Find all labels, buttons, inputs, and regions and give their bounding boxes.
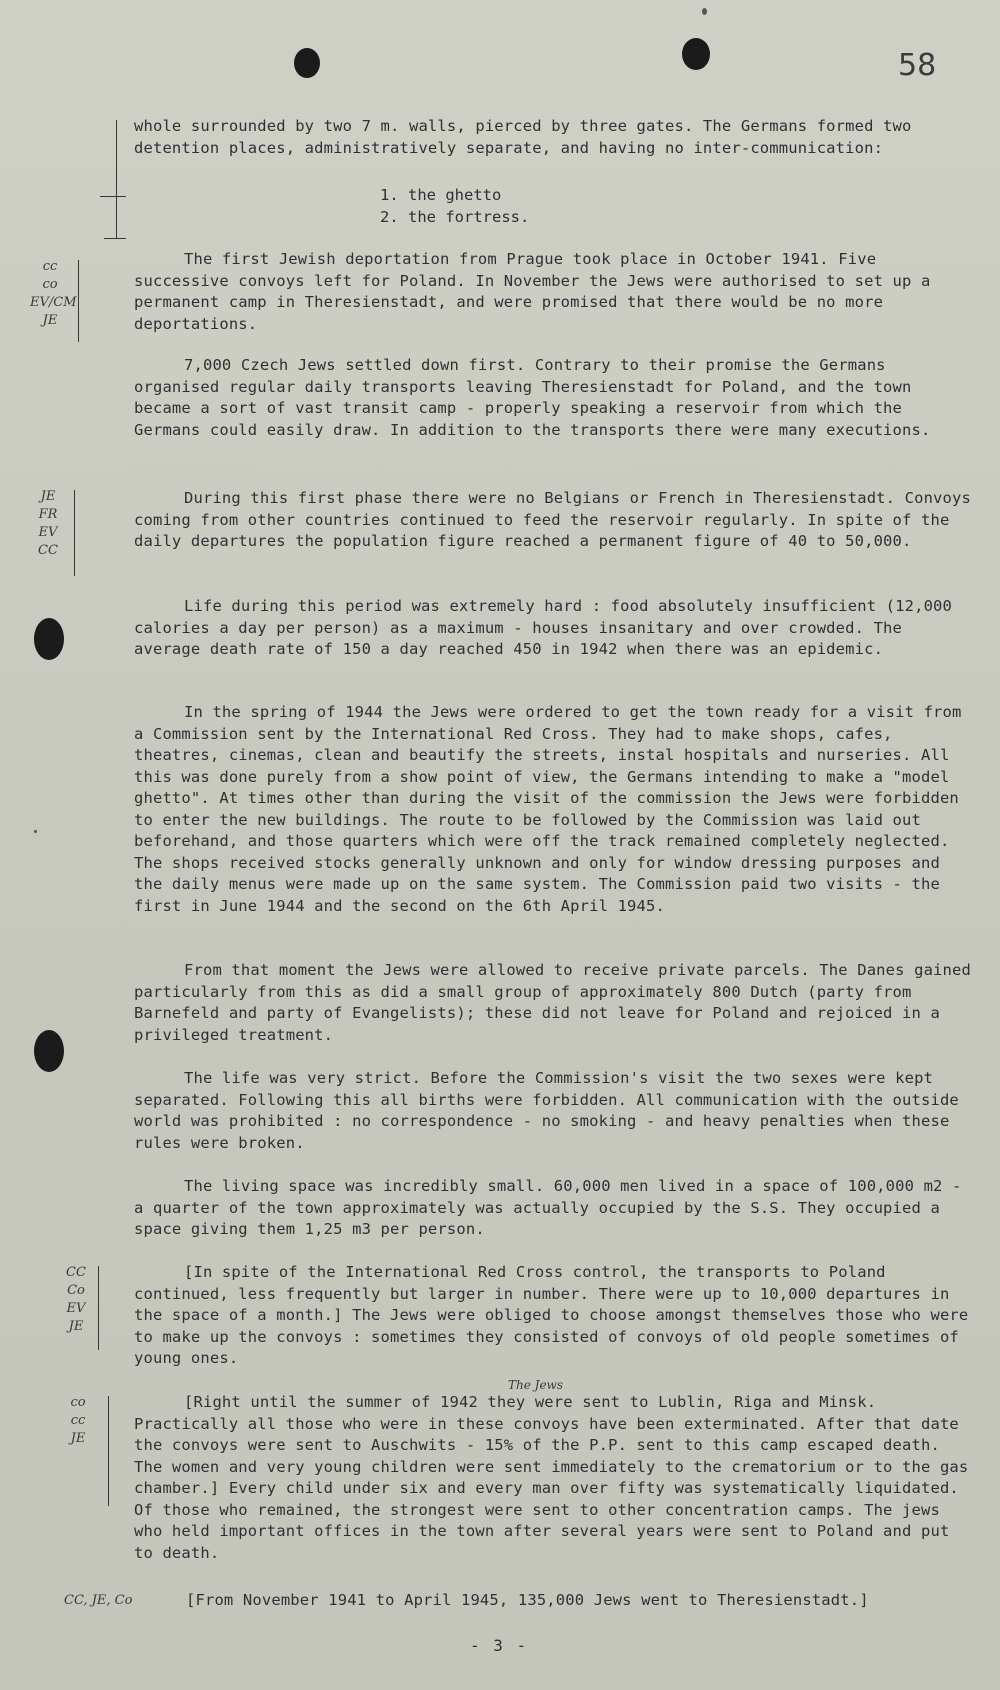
punch-hole-top-right [682,38,710,70]
paragraph-strict-life: The life was very strict. Before the Commission's visit the two sexes were kept separated. Following this all births were forbidden. All communication with the outside world was prohibited : no correspondence - no smoking - and heavy penalties when these rules were broken. [134,1069,959,1152]
margin-annotation: CC Co EV JE [66,1265,86,1334]
paragraph-red-cross: [In spite of the International Red Cross control, the transports to Poland continued, less frequently but larger in number. There were up to 10,000 departures in the space of a month.] The Jews were obliged to choose amongst themselves those who were to make up the convoys : sometimes they consisted of convoys of old people sometimes of young ones. [134,1263,969,1367]
margin-bracket [98,1266,99,1350]
margin-annotation: JE FR EV CC [38,489,58,558]
paragraph-life: Life during this period was extremely hard : food absolutely insufficient (12,000 calories a day per person) as a maximum - houses insanitary and over crowded. The average death rate of 150 a day reached 450 in 1942 when there was an epidemic. [134,597,953,658]
paragraph-deportation: The first Jewish deportation from Prague took place in October 1941. Five successive convoys left for Poland. In November the Jews were authorised to set up a permanent camp in Theresienstadt, and were promised that there would be no more deportations. [134,250,931,333]
punch-hole-left-upper [34,618,64,660]
margin-bracket [116,120,117,238]
intro-paragraph: whole surrounded by two 7 m. walls, pierced by three gates. The Germans formed two detention places, administratively separate, and having no inter-communication: [134,117,912,157]
handwritten-insert: The Jews [508,1378,563,1392]
paragraph-living-space: The living space was incredibly small. 60,000 men lived in a space of 100,000 m2 - a quarter of the town approximately was actually occupied by the S.S. They occupied a space giving them 1,25 m3 per person. [134,1177,962,1238]
page-footer: - 3 - [470,1636,529,1655]
bracket-tick [104,238,126,239]
speck [702,8,707,15]
speck [34,830,37,833]
punch-hole-left-lower [34,1030,64,1072]
punch-hole-top-left [294,48,320,78]
paragraph-czech-jews: 7,000 Czech Jews settled down first. Contrary to their promise the Germans organised regular daily transports leaving Theresienstadt for Poland, and the town became a sort of vast transit camp - properly speaking a reservoir from which the Germans could easily draw. In addition to the transports there were many executions. [134,356,931,439]
paragraph-total: [From November 1941 to April 1945, 135,000 Jews went to Theresienstadt.] [186,1591,869,1609]
bracket-tick [100,196,126,197]
paragraph-spring-1944: In the spring of 1944 the Jews were ordered to get the town ready for a visit from a Commission sent by the International Red Cross. They had to make shops, cafes, theatres, cinemas, clean and beautify the streets, instal hospitals and nurseries. All this was done purely from a show point of view, the Germans intending to make a "model ghetto". At times other than during the visit of the commission the Jews were forbidden to enter the new buildings. The route to be followed by the Commission was laid out beforehand, and those quarters which were off the track remained completely neglected. The shops received stocks generally unknown and only for window dressing purposes and the daily menus were made up on the same system. The Commission paid two visits - the first in June 1944 and the second on the 6th April 1945. [134,703,962,915]
margin-bracket [74,490,75,576]
detention-places-list [380,184,529,228]
paragraph-first-phase: During this first phase there were no Belgians or French in Theresienstadt. Convoys coming from other countries continued to feed the reservoir regularly. In spite of the daily departures the population figure reached a permanent figure of 40 to 50,000. [134,489,971,550]
paragraph-parcels: From that moment the Jews were allowed to receive private parcels. The Danes gained particularly from this as did a small group of approximately 800 Dutch (party from Barnefeld and party of Evangelists); these did not leave for Poland and rejoiced in a privileged treatment. [134,961,971,1044]
list-item: 1. the ghetto [380,186,502,204]
margin-annotation: co cc JE [70,1395,86,1446]
margin-bracket [78,260,79,342]
margin-annotation: CC, JE, Co [64,1593,133,1608]
page-number: 58 [898,48,937,83]
margin-bracket [108,1396,109,1506]
margin-annotation: cc co EV/CM JE [30,259,77,328]
list-item: 2. the fortress. [380,208,530,226]
paragraph-convoys: [Right until the summer of 1942 they were sent to Lublin, Riga and Minsk. Practically all those who were in these convoys have been exterminated. After that date the convoys were sent to Auschwits - 15% of the P.P. sent to this camp escaped death. The women and very young children were sent immediately to the crematorium or to the gas chamber.] Every child under six and every man over fifty was systematically liquidated. Of those who remained, the strongest were sent to other concentration camps. The jews who held important offices in the town after several years were sent to Poland and put to death. [134,1393,969,1562]
